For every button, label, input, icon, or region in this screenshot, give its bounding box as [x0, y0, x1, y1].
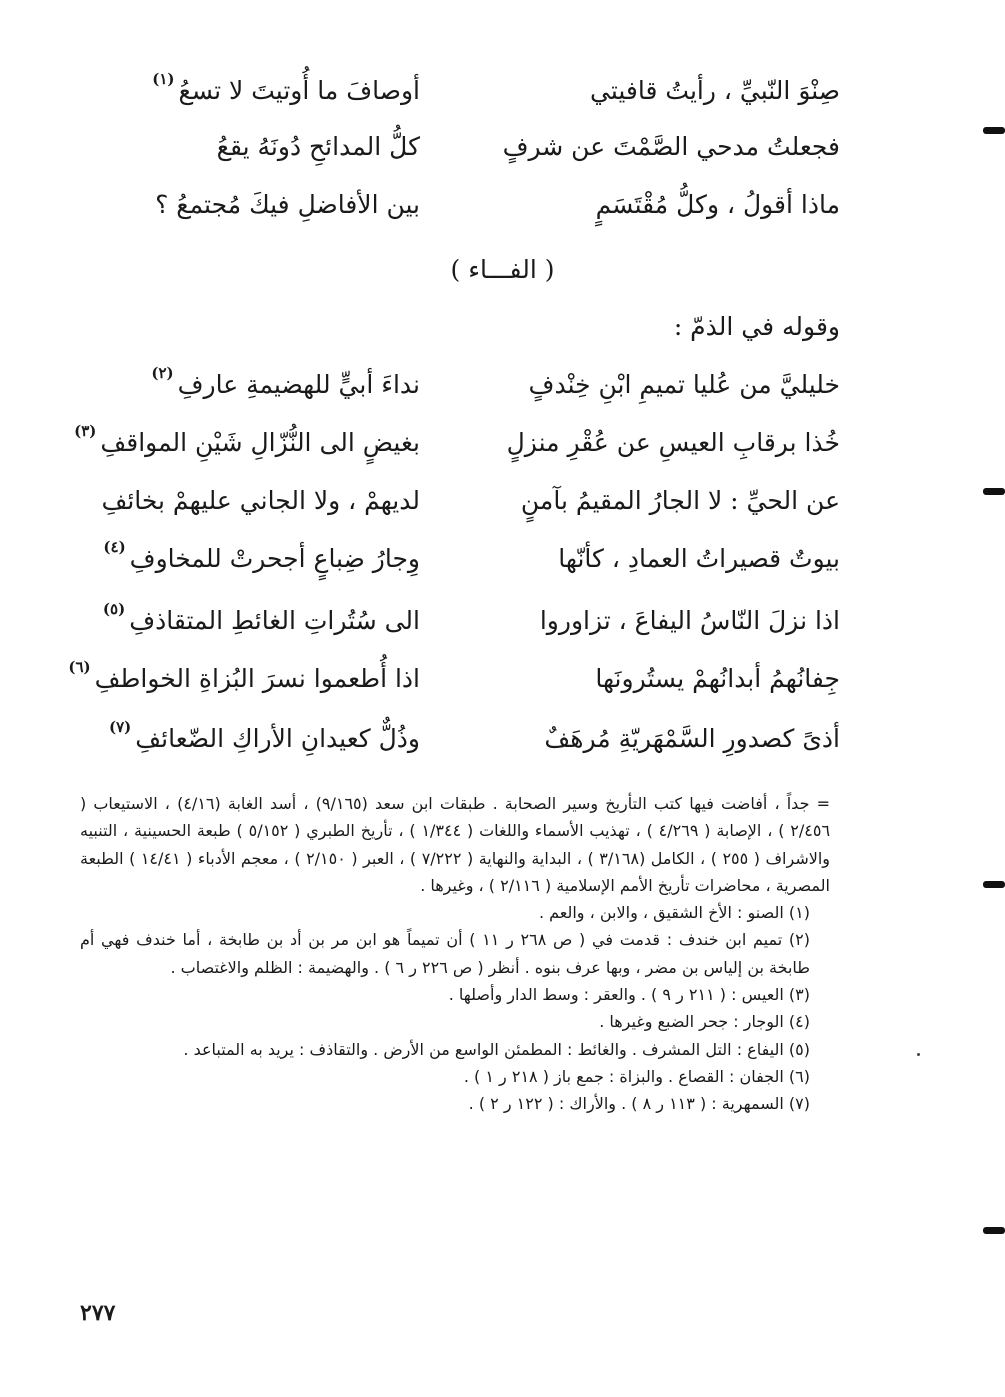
footnote-6: (٦) الجفان : القصاع . والبزاة : جمع باز ( ٢١٨ ر ١ ) . — [463, 1066, 810, 1086]
footnote-marker: (٢) — [151, 364, 174, 382]
page-number: ٢٧٧ — [80, 1300, 116, 1326]
scan-edge-mark — [983, 488, 1005, 495]
hemistich-text: بغيضٍ الى النُّزّالِ شَيْنِ المواقفِ — [100, 427, 420, 457]
hemistich-text: نداءَ أبيٍّ للهضيمةِ عارفِ — [177, 369, 420, 399]
hemistich-first: خُذا برقابِ العيسِ عن عُقْرِ منزلٍ — [506, 427, 840, 457]
hemistich-text: الى سُتُراتِ الغائطِ المتقاذفِ — [129, 605, 420, 635]
scan-edge-mark — [983, 1227, 1005, 1234]
hemistich-first: عن الحيِّ : لا الجارُ المقيمُ بآمنٍ — [520, 485, 840, 515]
hemistich-second — [80, 536, 420, 580]
scan-edge-mark — [983, 881, 1005, 888]
hemistich-second — [74, 420, 420, 464]
footnote-marker: (٣) — [74, 422, 97, 440]
hemistich-second: بين الأفاضلِ فيكَ مُجتمعُ ؟ — [155, 189, 420, 219]
hemistich-second: لديهمْ ، ولا الجاني عليهمْ بخائفِ — [101, 485, 420, 515]
hemistich-second: كلُّ المدائحِ دُونَهُ يقعُ — [216, 131, 420, 161]
hemistich-text: اذا أُطعموا نسرَ البُزاةِ الخواطفِ — [94, 663, 420, 693]
hemistich-first: بيوتٌ قصيراتُ العمادِ ، كأنّها — [558, 543, 840, 573]
footnote-marker: (١) — [152, 70, 175, 88]
hemistich-first: جِفانُهمُ أبدانُهمْ يستُرونَها — [595, 663, 840, 693]
hemistich-first: صِنْوَ النّبيِّ ، رأيتُ قافيتي — [590, 75, 840, 105]
hemistich-second — [80, 716, 420, 760]
hemistich-first: أذىً كصدورِ السَّمْهَريّةِ مُرهَفٌ — [544, 723, 840, 753]
hemistich-text: أوصافَ ما أُوتيتَ لا تسعُ — [178, 75, 420, 105]
footnote-continued: = جداً ، أفاضت فيها كتب التأريخ وسير الصحابة . طبقات ابن سعد (٩/١٦٥) ، أسد الغابة (٤/١٦) ، الاستيعاب ( ٢/٤٥٦ ) ، الإصابة ( ٤/٢٦٩ ) ، تهذيب الأسماء واللغات ( ١/٣٤٤ ) ، تأريخ الطبري ( ٥/١٥٢ ) طبعة الحسينية ، التنبيه والاشراف ( ٢٥٥ ) ، الكامل (٣/١٦٨ ) ، البداية والنهاية ( ٧/٢٢٢ ) ، العبر ( ٢/١٥٠ ) ، معجم الأدباء ( ١٤/٤١ ) الطبعة المصرية ، محاضرات تأريخ الأمم الإسلامية ( ٢/١١٦ ) ، وغيرها . — [80, 794, 831, 895]
footnote-5: (٥) اليفاع : التل المشرف . والغائط : المطمئن الواسع من الأرض . والتقاذف : يريد به المتباعد . — [183, 1039, 810, 1059]
footnote-marker: (٥) — [102, 600, 126, 618]
hemistich-second — [80, 598, 420, 642]
scan-edge-mark — [983, 127, 1005, 134]
footnotes — [80, 790, 830, 1118]
hemistich-first: فجعلتُ مدحي الصَّمْتَ عن شرفٍ — [502, 131, 840, 161]
scan-dot — [917, 1053, 920, 1056]
hemistich-second — [80, 68, 420, 112]
footnote-4: (٤) الوجار : جحر الضبع وغيرها . — [599, 1012, 810, 1032]
intro-line: وقوله في الذمّ : — [673, 312, 840, 341]
footnote-7: (٧) السمهرية : ( ١١٣ ر ٨ ) . والأراك : ( ١٢٢ ر ٢ ) . — [468, 1094, 810, 1114]
hemistich-first: ماذا أقولُ ، وكلُّ مُقْتَسَمٍ — [595, 189, 840, 219]
footnote-1: (١) الصنو : الأخ الشقيق ، والابن ، والعم . — [538, 903, 810, 923]
footnote-marker: (٤) — [103, 538, 126, 556]
hemistich-text: وذُلٌّ كعيدانِ الأراكِ الضّعائفِ — [135, 723, 420, 753]
footnote-marker: (٦) — [68, 658, 91, 676]
section-title: ( الفـــاء ) — [450, 255, 555, 284]
footnote-2: (٢) تميم ابن خندف : قدمت في ( ص ٢٦٨ ر ١١ ) أن تميماً هو ابن مر بن أد بن طابخة ، أما خندف فهي أم طابخة بن إلياس بن مضر ، وبها عرف بنوه . أنظر ( ص ٢٢٦ ر ٦ ) . والهضيمة : الظلم والاغتصاب . — [80, 930, 811, 977]
hemistich-text: وِجارُ ضِباعٍ أجحرتْ للمخاوفِ — [129, 543, 420, 573]
hemistich-second — [80, 362, 420, 406]
hemistich-first: اذا نزلَ النّاسُ اليفاعَ ، تزاوروا — [539, 605, 840, 635]
hemistich-second — [68, 656, 420, 700]
hemistich-first: خليليَّ من عُليا تميمِ ابْنِ خِنْدفٍ — [528, 369, 840, 399]
footnote-marker: (٧) — [108, 718, 132, 736]
footnote-3: (٣) العيس : ( ٢١١ ر ٩ ) . والعقر : وسط الدار وأصلها . — [448, 985, 810, 1005]
